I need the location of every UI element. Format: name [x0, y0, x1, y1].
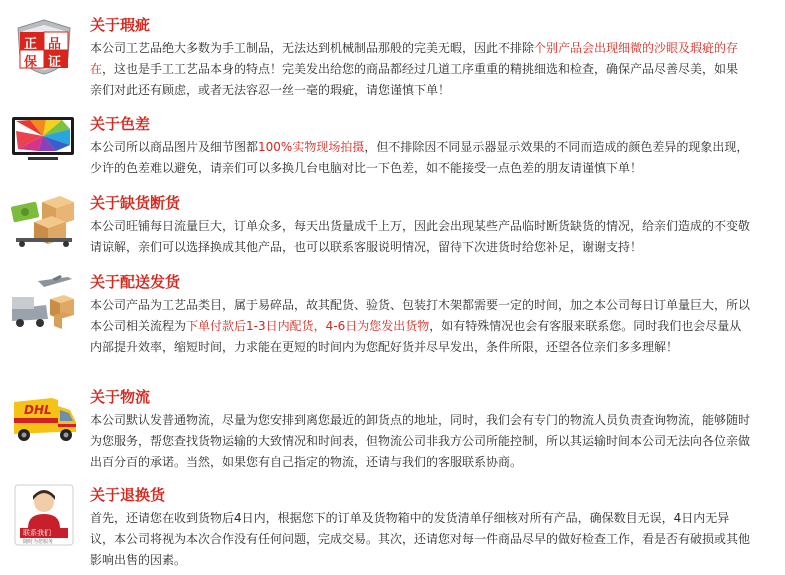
section-returns [0, 484, 785, 574]
text-part: 本公司产品为工艺品类目，属于易碎品，故其配货、验货、包装打木架都需要一定的时间，加之本公司每日订单量巨大，所以本公司相关流程为 [90, 298, 751, 333]
text-part: 本公司所以商品图片及细节图都 [90, 140, 259, 154]
section-logistics [0, 386, 785, 476]
section-text [90, 38, 750, 101]
seal-char-1: 正 [24, 37, 38, 52]
stock-boxes-icon [8, 192, 80, 250]
contact-us-label: 联系我们 [23, 529, 51, 537]
seal-char-3: 保 [24, 55, 38, 70]
section-text [90, 216, 750, 258]
van-logo-text: DHL [24, 403, 52, 417]
monitor-color-icon [8, 115, 80, 173]
text-part: ，如有特殊情况也会有客服来联系您。同时我们也会尽量从内部提升效率，缩短时间，力求能在更短的时间内为您配好货并尽早发出，条件所限，还望各位亲们多多理解！ [90, 319, 742, 354]
section-out-of-stock [0, 192, 785, 262]
section-shipping [0, 271, 785, 381]
text-part: 首先，还请您在收到货物后4日内，根据您下的订单及货物箱中的发货清单仔细核对所有产品，确保数目无误，4日内无异议，本公司将视为本次合作没有任何问题，完成交易。其次，还请您对每一件商品尽早的做好检查工作，看是否有破损或其他影响出售的因素。 [90, 511, 751, 567]
section-text [90, 508, 750, 571]
seal-char-2: 品 [48, 37, 62, 52]
section-title: 关于色差 [90, 115, 151, 133]
section-text [90, 137, 750, 179]
highlight-text: 个别产品会出现细微的沙眼及瑕疵的存在 [90, 41, 739, 76]
section-title: 关于物流 [90, 388, 151, 406]
shipping-logistics-icon [8, 275, 80, 333]
text-part: ，这也是手工工艺品本身的特点！完美发出给您的商品都经过几道工序重重的精挑细选和检查，确保产品尽善尽美，如果亲们对此还有顾虑，或者无法容忍一丝一毫的瑕疵，请您谨慎下单！ [90, 62, 739, 97]
highlight-text: 下单付款后1-3日内配货，4-6日为您发出货物 [186, 319, 430, 333]
text-part: 本公司工艺品绝大多数为手工制品，无法达到机械制品那般的完美无暇，因此不排除 [90, 41, 535, 55]
service-label: 随时为您服务 [23, 539, 54, 545]
text-part: 本公司默认发普通物流，尽量为您安排到离您最近的卸货点的地址，同时，我们会有专门的物流人员负责查询物流，能够随时为您服务，帮您查找货物运输的大致情况和时间表，但物流公司非我方公司所能控制，所以其运输时间本公司无法向各位亲做出百分百的承诺。当然，如果您有自己指定的物流，还请与我们的客服联系协商。 [90, 413, 751, 469]
section-title: 关于瑕疵 [90, 16, 151, 34]
genuine-guarantee-seal-icon [8, 18, 80, 76]
section-title: 关于退换货 [90, 486, 166, 504]
section-text [90, 410, 750, 473]
section-color-difference [0, 113, 785, 183]
section-defects [0, 14, 785, 104]
delivery-van-icon [8, 388, 80, 446]
highlight-text: 100%实物现场拍摄 [258, 140, 365, 154]
section-text [90, 295, 750, 358]
text-part: ，但不排除因不同显示器显示效果的不同而造成的颜色差异的现象出现，少许的色差难以避免，请亲们可以多换几台电脑对比一下色差，如不能接受一点色差的朋友请谨慎下单！ [90, 140, 749, 175]
section-title: 关于配送发货 [90, 273, 181, 291]
customer-service-icon [14, 484, 74, 546]
seal-char-4: 证 [48, 55, 62, 70]
text-part: 本公司旺铺每日流量巨大，订单众多，每天出货量成千上万，因此会出现某些产品临时断货缺货的情况，给亲们造成的不变敬请谅解，亲们可以选择换成其他产品，也可以联系客服说明情况，留待下次进货时给您补足，谢谢支持！ [90, 219, 751, 254]
section-title: 关于缺货断货 [90, 194, 181, 212]
